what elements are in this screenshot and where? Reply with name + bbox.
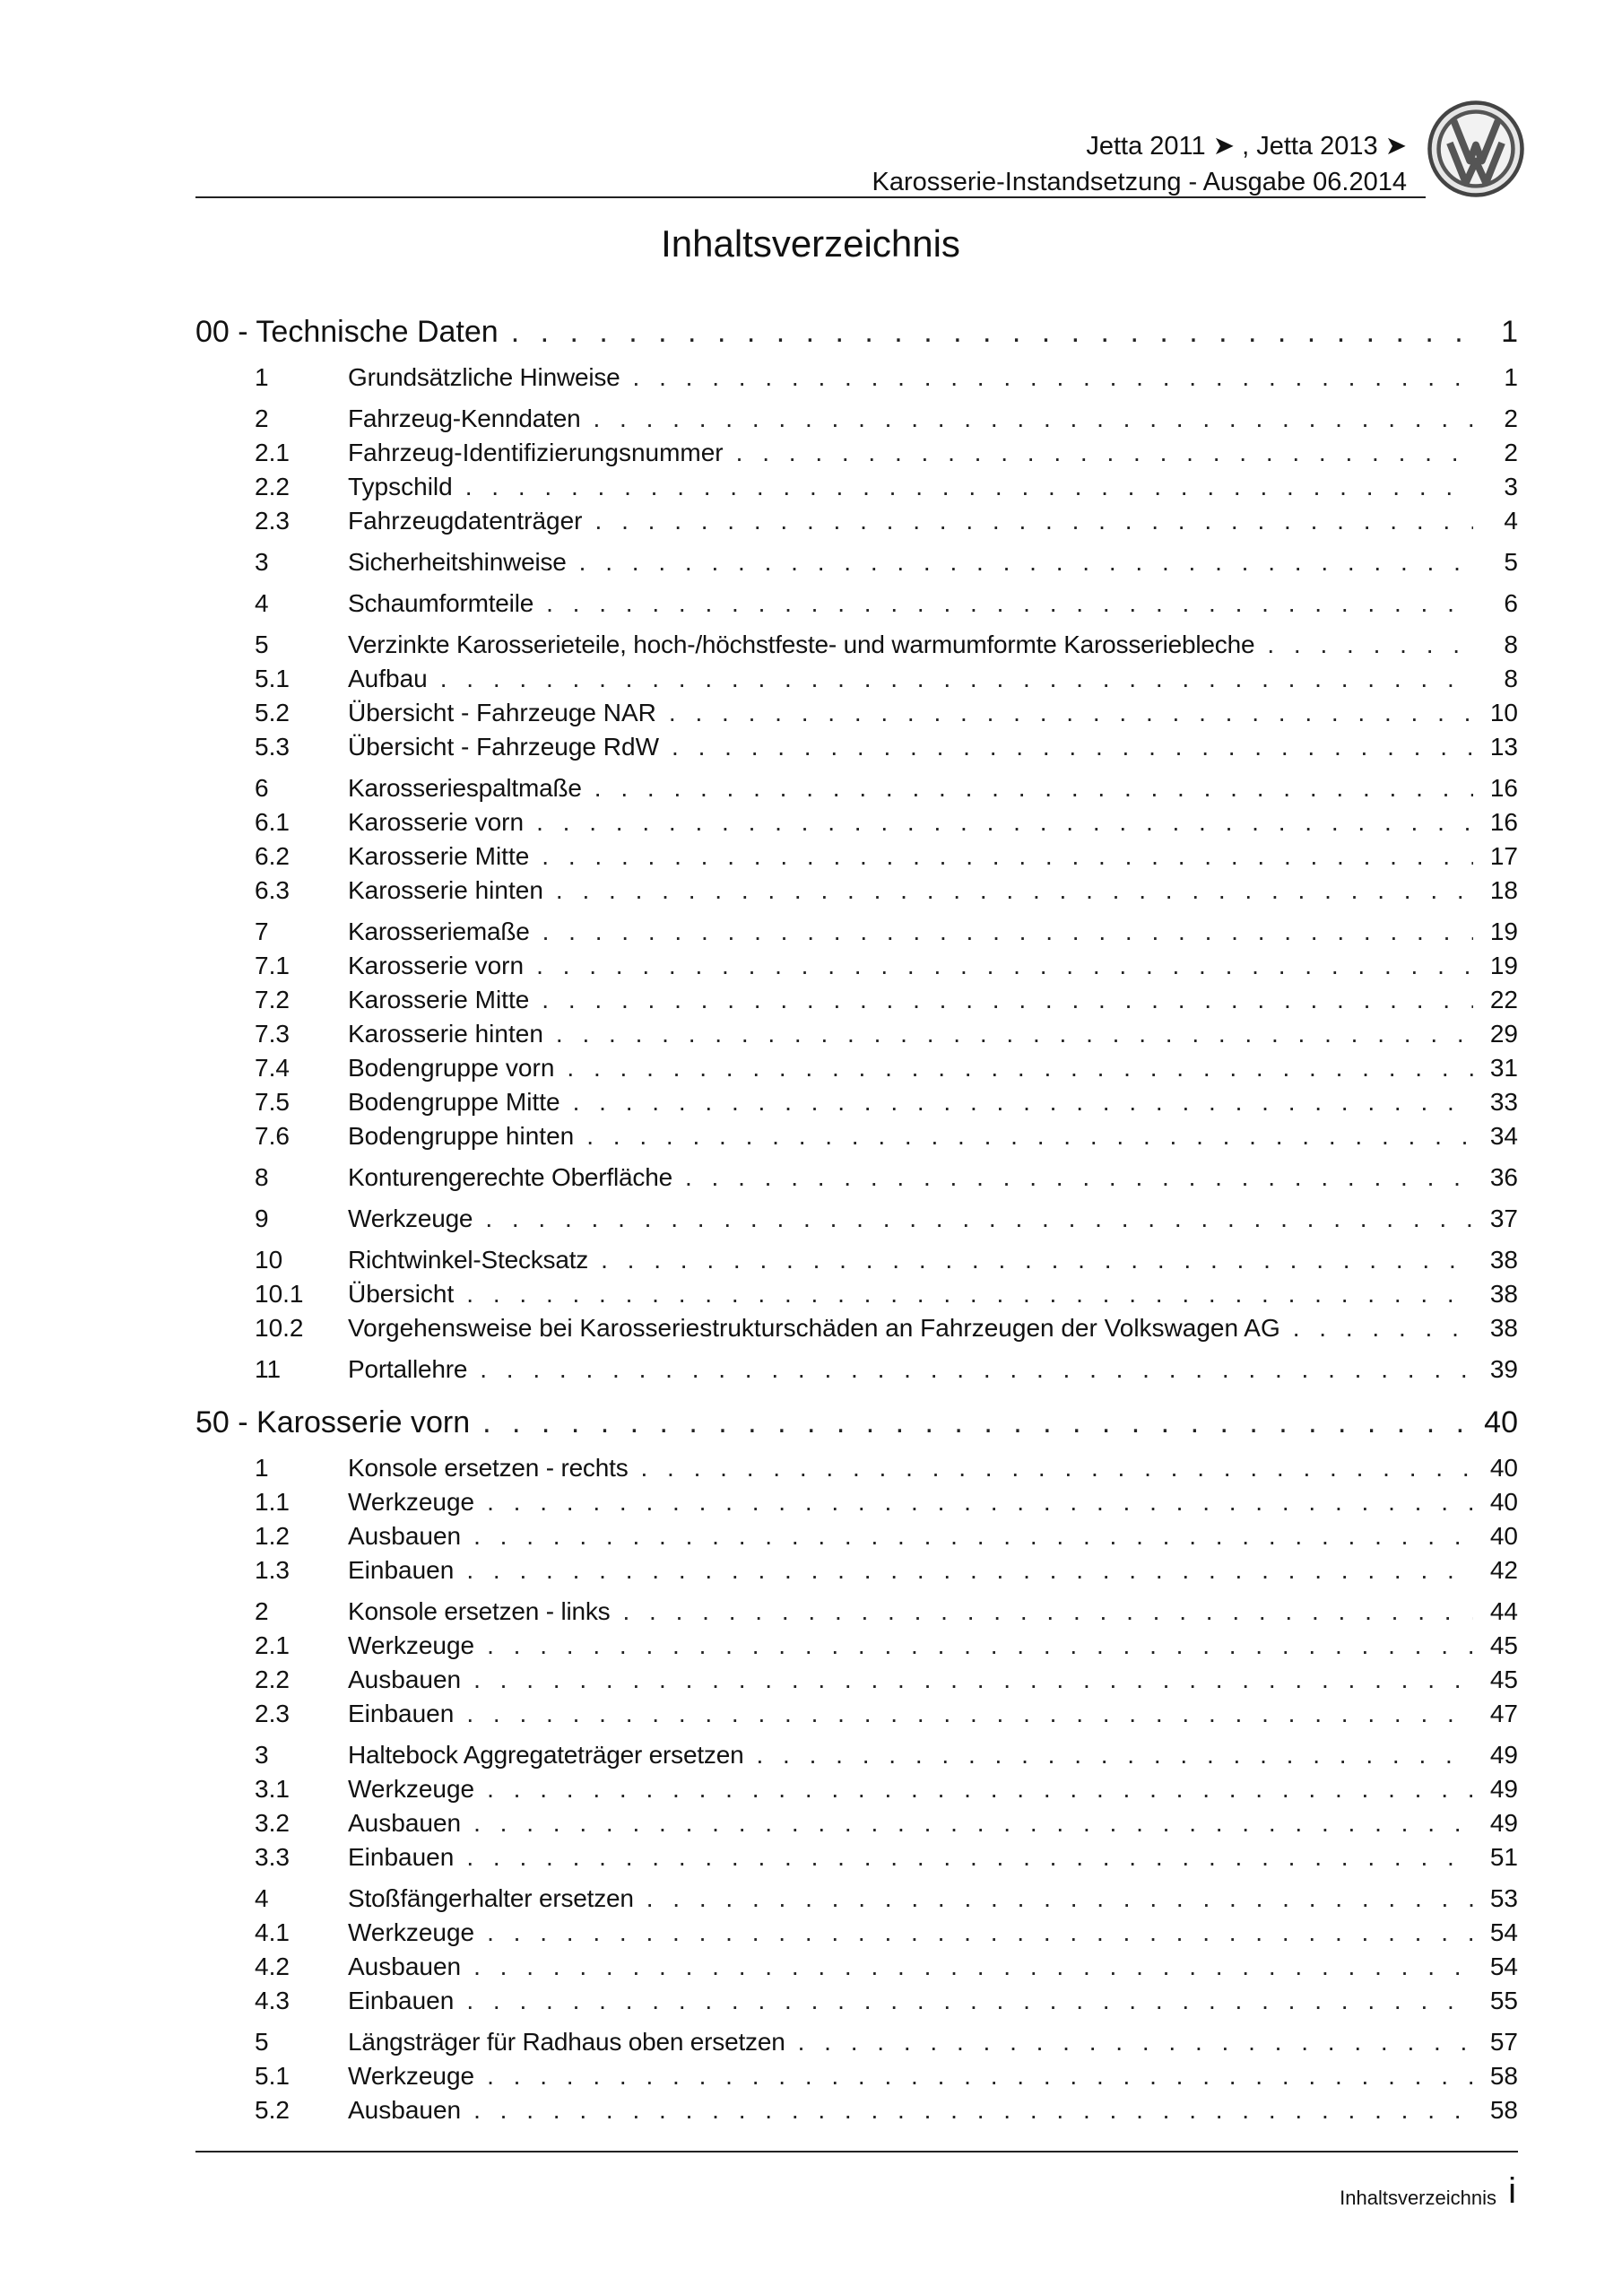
dot-leader: [466, 1697, 1473, 1731]
toc-entry-number: 6: [255, 774, 269, 802]
footer-page-number: i: [1508, 2171, 1516, 2211]
toc-entry-page: 1: [1501, 315, 1518, 349]
toc-entry-page: 2: [1504, 439, 1518, 466]
toc-entry-page: 40: [1484, 1405, 1518, 1439]
toc-entry-title: Längsträger für Radhaus oben ersetzen: [348, 2028, 785, 2056]
dot-leader: [622, 1595, 1473, 1629]
toc-entry-page: 1: [1504, 363, 1518, 391]
toc-entry-number: 5.1: [255, 665, 290, 692]
footer-rule: [195, 2151, 1518, 2152]
toc-subsection[interactable]: [195, 874, 1518, 908]
toc-section[interactable]: [195, 628, 1518, 662]
toc-entry-number: 5.2: [255, 2096, 290, 2124]
toc-entry-number: 10: [255, 1246, 283, 1274]
dot-leader: [1293, 1311, 1473, 1345]
toc-entry-title: Karosserie vorn: [348, 952, 525, 979]
toc-entry-title: Einbauen: [348, 1700, 455, 1727]
dot-leader: [466, 1553, 1473, 1587]
toc-entry-number: 2.1: [255, 439, 290, 466]
toc-chapter[interactable]: [195, 310, 1518, 353]
toc-entry-page: 40: [1489, 1488, 1518, 1516]
toc-subsection[interactable]: [195, 1772, 1518, 1806]
toc-entry-title: Grundsätzliche Hinweise: [348, 363, 620, 391]
toc-section[interactable]: [195, 1202, 1518, 1236]
toc-entry-title: Karosserie hinten: [348, 876, 543, 904]
toc-entry-title: Sicherheitshinweise: [348, 548, 567, 576]
dot-leader: [546, 587, 1473, 621]
toc-section[interactable]: [195, 915, 1518, 949]
toc-subsection[interactable]: [195, 1519, 1518, 1553]
dot-leader: [487, 1629, 1473, 1663]
toc-entry-title: Stoßfängerhalter ersetzen: [348, 1884, 634, 1912]
toc-section[interactable]: [195, 1243, 1518, 1277]
toc-entry-number: 4.2: [255, 1952, 290, 1980]
toc-entry-page: 39: [1489, 1355, 1518, 1383]
toc-entry-number: 6.3: [255, 876, 290, 904]
dot-leader: [586, 1119, 1473, 1153]
footer-label: Inhaltsverzeichnis: [1340, 2187, 1496, 2209]
dot-leader: [573, 1085, 1473, 1119]
toc-entry-number: 7.2: [255, 986, 290, 1013]
toc-entry-number: 2: [255, 1597, 269, 1625]
dot-leader: [542, 839, 1473, 874]
toc-subsection[interactable]: [195, 1051, 1518, 1085]
toc-entry-number: 1.1: [255, 1488, 290, 1516]
toc-entry-title: Ausbauen: [348, 1809, 462, 1837]
toc-entry-title: Einbauen: [348, 1556, 455, 1584]
dot-leader: [440, 662, 1473, 696]
toc-entry-page: 57: [1489, 2028, 1518, 2056]
toc-entry-title: Richtwinkel-Stecksatz: [348, 1246, 589, 1274]
toc-entry-title: Schaumformteile: [348, 589, 534, 617]
toc-entry-page: 51: [1489, 1843, 1518, 1871]
toc-section[interactable]: [195, 1451, 1518, 1485]
toc-entry-page: 38: [1489, 1314, 1518, 1342]
toc-entry-page: 49: [1489, 1741, 1518, 1769]
toc-section[interactable]: [195, 1738, 1518, 1772]
toc-entry-number: 3: [255, 548, 269, 576]
toc-entry-page: 22: [1489, 986, 1518, 1013]
toc-entry-title: Ausbauen: [348, 1665, 462, 1693]
toc-subsection[interactable]: [195, 470, 1518, 504]
toc-entry-page: 19: [1489, 918, 1518, 945]
toc-subsection[interactable]: [195, 696, 1518, 730]
toc-section[interactable]: [195, 1882, 1518, 1916]
toc-entry-number: 7.5: [255, 1088, 290, 1116]
toc-subsection[interactable]: [195, 839, 1518, 874]
toc-entry-title: Fahrzeug-Kenndaten: [348, 404, 581, 432]
dot-leader: [594, 771, 1473, 805]
toc-entry-page: 34: [1489, 1122, 1518, 1150]
dot-leader: [536, 805, 1473, 839]
dot-leader: [511, 310, 1473, 353]
dot-leader: [485, 1202, 1473, 1236]
toc-entry-title: Karosseriemaße: [348, 918, 530, 945]
toc-entry-page: 49: [1489, 1809, 1518, 1837]
toc-entry-title: Einbauen: [348, 1987, 455, 2014]
toc-entry-number: 3: [255, 1741, 269, 1769]
toc-entry-title: Fahrzeugdatenträger: [348, 507, 583, 535]
toc-subsection[interactable]: [195, 1629, 1518, 1663]
toc-chapter[interactable]: [195, 1401, 1518, 1444]
toc-entry-number: 1.2: [255, 1522, 290, 1550]
toc-entry-number: 2: [255, 404, 269, 432]
dot-leader: [685, 1161, 1473, 1195]
toc-entry-number: 5.2: [255, 699, 290, 726]
toc-subsection[interactable]: [195, 1085, 1518, 1119]
toc-entry-number: 3.3: [255, 1843, 290, 1871]
toc-entry-page: 10: [1489, 699, 1518, 726]
dot-leader: [633, 361, 1473, 395]
dot-leader: [756, 1738, 1473, 1772]
toc-subsection[interactable]: [195, 1311, 1518, 1345]
toc-entry-title: Übersicht - Fahrzeuge RdW: [348, 733, 660, 761]
toc-entry-page: 37: [1489, 1205, 1518, 1232]
header-rule: [195, 196, 1426, 198]
toc-entry-page: 31: [1489, 1054, 1518, 1082]
toc-entry-page: 8: [1504, 631, 1518, 658]
toc-entry-title: Ausbauen: [348, 2096, 462, 2124]
toc-entry-number: 7: [255, 918, 269, 945]
dot-leader: [487, 1772, 1473, 1806]
toc-entry-number: 4: [255, 1884, 269, 1912]
dot-leader: [601, 1243, 1473, 1277]
toc-entry-page: 36: [1489, 1163, 1518, 1191]
toc-entry-page: 40: [1489, 1454, 1518, 1482]
toc-section[interactable]: [195, 361, 1518, 395]
toc-entry-number: 2.3: [255, 1700, 290, 1727]
toc-subsection[interactable]: [195, 1950, 1518, 1984]
toc-entry-number: 5.3: [255, 733, 290, 761]
toc-entry-number: 8: [255, 1163, 269, 1191]
toc-entry-page: 54: [1489, 1952, 1518, 1980]
toc-entry-page: 53: [1489, 1884, 1518, 1912]
toc-entry-title: Karosserie Mitte: [348, 986, 530, 1013]
dot-leader: [487, 1916, 1473, 1950]
toc-subsection[interactable]: [195, 1806, 1518, 1840]
toc-subsection[interactable]: [195, 1984, 1518, 2018]
toc-entry-title: Haltebock Aggregateträger ersetzen: [348, 1741, 744, 1769]
toc-entry-number: 7.1: [255, 952, 290, 979]
toc-entry-page: 38: [1489, 1246, 1518, 1274]
toc-entry-page: 42: [1489, 1556, 1518, 1584]
toc-subsection[interactable]: [195, 730, 1518, 764]
toc-subsection[interactable]: [195, 1553, 1518, 1587]
toc-entry-title: Bodengruppe hinten: [348, 1122, 575, 1150]
toc-subsection[interactable]: [195, 436, 1518, 470]
toc-subsection[interactable]: [195, 1840, 1518, 1874]
toc-entry-title: Konsole ersetzen - rechts: [348, 1454, 629, 1482]
toc-entry-page: 47: [1489, 1700, 1518, 1727]
toc-entry-page: 49: [1489, 1775, 1518, 1803]
dot-leader: [473, 2093, 1473, 2127]
dot-leader: [579, 545, 1473, 579]
toc-entry-number: 9: [255, 1205, 269, 1232]
toc-entry-number: 1: [255, 1454, 269, 1482]
dot-leader: [473, 1519, 1473, 1553]
toc-entry-number: 10.2: [255, 1314, 304, 1342]
toc-entry-number: 11: [255, 1355, 282, 1383]
toc-entry-number: 7.4: [255, 1054, 290, 1082]
dot-leader: [641, 1451, 1474, 1485]
toc-entry-title: Werkzeuge: [348, 1631, 475, 1659]
dot-leader: [669, 696, 1473, 730]
toc-entry-number: 10.1: [255, 1280, 304, 1308]
toc-entry-page: 58: [1489, 2096, 1518, 2124]
toc-entry-page: 2: [1504, 404, 1518, 432]
toc-entry-number: 4: [255, 589, 269, 617]
toc-entry-number: 5.1: [255, 2062, 290, 2090]
toc-entry-title: Werkzeuge: [348, 1918, 475, 1946]
toc-entry-title: Konsole ersetzen - links: [348, 1597, 611, 1625]
toc-entry-number: 2.2: [255, 473, 290, 500]
toc-entry-page: 29: [1489, 1020, 1518, 1048]
dot-leader: [466, 1277, 1473, 1311]
toc-entry-number: 2.3: [255, 507, 290, 535]
toc-section[interactable]: [195, 771, 1518, 805]
toc-section[interactable]: [195, 1161, 1518, 1195]
toc-subsection[interactable]: [195, 1916, 1518, 1950]
toc-entry-page: 6: [1504, 589, 1518, 617]
toc-subsection[interactable]: [195, 2093, 1518, 2127]
toc-entry-number: 4.1: [255, 1918, 290, 1946]
toc-entry-page: 45: [1489, 1665, 1518, 1693]
toc-entry-page: 13: [1489, 733, 1518, 761]
toc-entry-number: 2.1: [255, 1631, 290, 1659]
dot-leader: [465, 470, 1473, 504]
dot-leader: [556, 874, 1473, 908]
dot-leader: [542, 915, 1473, 949]
toc-entry-page: 5: [1504, 548, 1518, 576]
toc-entry-title: Karosserie vorn: [348, 808, 525, 836]
toc-section[interactable]: [195, 2025, 1518, 2059]
toc-entry-page: 40: [1489, 1522, 1518, 1550]
toc-entry-page: 16: [1489, 808, 1518, 836]
toc-entry-title: Fahrzeug-Identifizierungsnummer: [348, 439, 724, 466]
toc-entry-number: 6.1: [255, 808, 290, 836]
toc-entry-page: 54: [1489, 1918, 1518, 1946]
dot-leader: [672, 730, 1473, 764]
toc-entry-page: 19: [1489, 952, 1518, 979]
dot-leader: [536, 949, 1473, 983]
toc-entry-number: 2.2: [255, 1665, 290, 1693]
toc-entry-page: 55: [1489, 1987, 1518, 2014]
toc-subsection[interactable]: [195, 1119, 1518, 1153]
toc-entry-number: 6.2: [255, 842, 290, 870]
toc-subsection[interactable]: [195, 1277, 1518, 1311]
toc-entry-title: Übersicht - Fahrzeuge NAR: [348, 699, 656, 726]
dot-leader: [542, 983, 1473, 1017]
toc-subsection[interactable]: [195, 1485, 1518, 1519]
toc-entry-title: Aufbau: [348, 665, 428, 692]
toc-entry-number: 1: [255, 363, 269, 391]
toc-entry-page: 17: [1489, 842, 1518, 870]
toc-entry-page: 8: [1504, 665, 1518, 692]
toc-entry-number: 5: [255, 2028, 269, 2056]
toc-section[interactable]: [195, 402, 1518, 436]
toc-entry-title: Konturengerechte Oberfläche: [348, 1163, 672, 1191]
toc-subsection[interactable]: [195, 805, 1518, 839]
toc-entry-title: Übersicht: [348, 1280, 455, 1308]
toc-entry-page: 58: [1489, 2062, 1518, 2090]
toc-entry-number: 7.6: [255, 1122, 290, 1150]
dot-leader: [736, 436, 1473, 470]
header-edition-line: Karosserie-Instandsetzung - Ausgabe 06.2014: [872, 168, 1407, 196]
dot-leader: [473, 1663, 1473, 1697]
toc-section[interactable]: [195, 545, 1518, 579]
toc-subsection[interactable]: [195, 949, 1518, 983]
dot-leader: [593, 402, 1473, 436]
toc-entry-number: 3.1: [255, 1775, 290, 1803]
toc-entry-title: Einbauen: [348, 1843, 455, 1871]
toc-entry-title: Werkzeuge: [348, 2062, 475, 2090]
dot-leader: [487, 1485, 1473, 1519]
toc-entry-page: 18: [1489, 876, 1518, 904]
dot-leader: [473, 1806, 1473, 1840]
dot-leader: [798, 2025, 1473, 2059]
dot-leader: [473, 1950, 1473, 1984]
dot-leader: [1267, 628, 1473, 662]
toc-entry-page: 38: [1489, 1280, 1518, 1308]
toc-entry-page: 4: [1504, 507, 1518, 535]
toc-entry-title: Werkzeuge: [348, 1205, 473, 1232]
toc-subsection[interactable]: [195, 1663, 1518, 1697]
dot-leader: [480, 1352, 1473, 1387]
vw-logo-icon: [1426, 99, 1526, 199]
toc-entry-title: Karosseriespaltmaße: [348, 774, 582, 802]
toc-entry-number: 5: [255, 631, 269, 658]
toc-entry-title: Werkzeuge: [348, 1775, 475, 1803]
toc-entry-number: 3.2: [255, 1809, 290, 1837]
dot-leader: [466, 1984, 1473, 2018]
toc-entry-title: Karosserie Mitte: [348, 842, 530, 870]
toc-subsection[interactable]: [195, 1017, 1518, 1051]
toc-entry-number: 1.3: [255, 1556, 290, 1584]
table-of-contents: [195, 310, 1518, 2127]
toc-entry-number: 4.3: [255, 1987, 290, 2014]
toc-entry-title: Werkzeuge: [348, 1488, 475, 1516]
toc-entry-title: Bodengruppe Mitte: [348, 1088, 560, 1116]
toc-entry-page: 33: [1489, 1088, 1518, 1116]
dot-leader: [487, 2059, 1473, 2093]
toc-subsection[interactable]: [195, 662, 1518, 696]
dot-leader: [646, 1882, 1473, 1916]
toc-entry-title: Ausbauen: [348, 1952, 462, 1980]
toc-entry-title: 00 - Technische Daten: [195, 315, 499, 349]
dot-leader: [482, 1401, 1473, 1444]
toc-entry-number: 7.3: [255, 1020, 290, 1048]
toc-entry-title: 50 - Karosserie vorn: [195, 1405, 471, 1439]
dot-leader: [556, 1017, 1473, 1051]
toc-section[interactable]: [195, 587, 1518, 621]
toc-entry-title: Portallehre: [348, 1355, 468, 1383]
toc-subsection[interactable]: [195, 2059, 1518, 2093]
dot-leader: [567, 1051, 1473, 1085]
toc-entry-page: 44: [1489, 1597, 1518, 1625]
toc-entry-title: Vorgehensweise bei Karosseriestrukturschäden an Fahrzeugen der Volkswagen AG: [348, 1314, 1280, 1342]
toc-subsection[interactable]: [195, 504, 1518, 538]
dot-leader: [595, 504, 1473, 538]
toc-entry-title: Bodengruppe vorn: [348, 1054, 555, 1082]
toc-section[interactable]: [195, 1352, 1518, 1387]
toc-section[interactable]: [195, 1595, 1518, 1629]
header-model-line: Jetta 2011 ➤ , Jetta 2013 ➤: [1086, 132, 1407, 161]
toc-subsection[interactable]: [195, 1697, 1518, 1731]
toc-entry-page: 16: [1489, 774, 1518, 802]
toc-entry-title: Typschild: [348, 473, 453, 500]
toc-entry-title: Ausbauen: [348, 1522, 462, 1550]
toc-entry-title: Verzinkte Karosserieteile, hoch-/höchstfeste- und warmumformte Karosseriebleche: [348, 631, 1255, 658]
toc-entry-page: 3: [1504, 473, 1518, 500]
toc-entry-page: 45: [1489, 1631, 1518, 1659]
toc-entry-title: Karosserie hinten: [348, 1020, 543, 1048]
dot-leader: [466, 1840, 1473, 1874]
page-title: Inhaltsverzeichnis: [661, 222, 960, 265]
toc-subsection[interactable]: [195, 983, 1518, 1017]
